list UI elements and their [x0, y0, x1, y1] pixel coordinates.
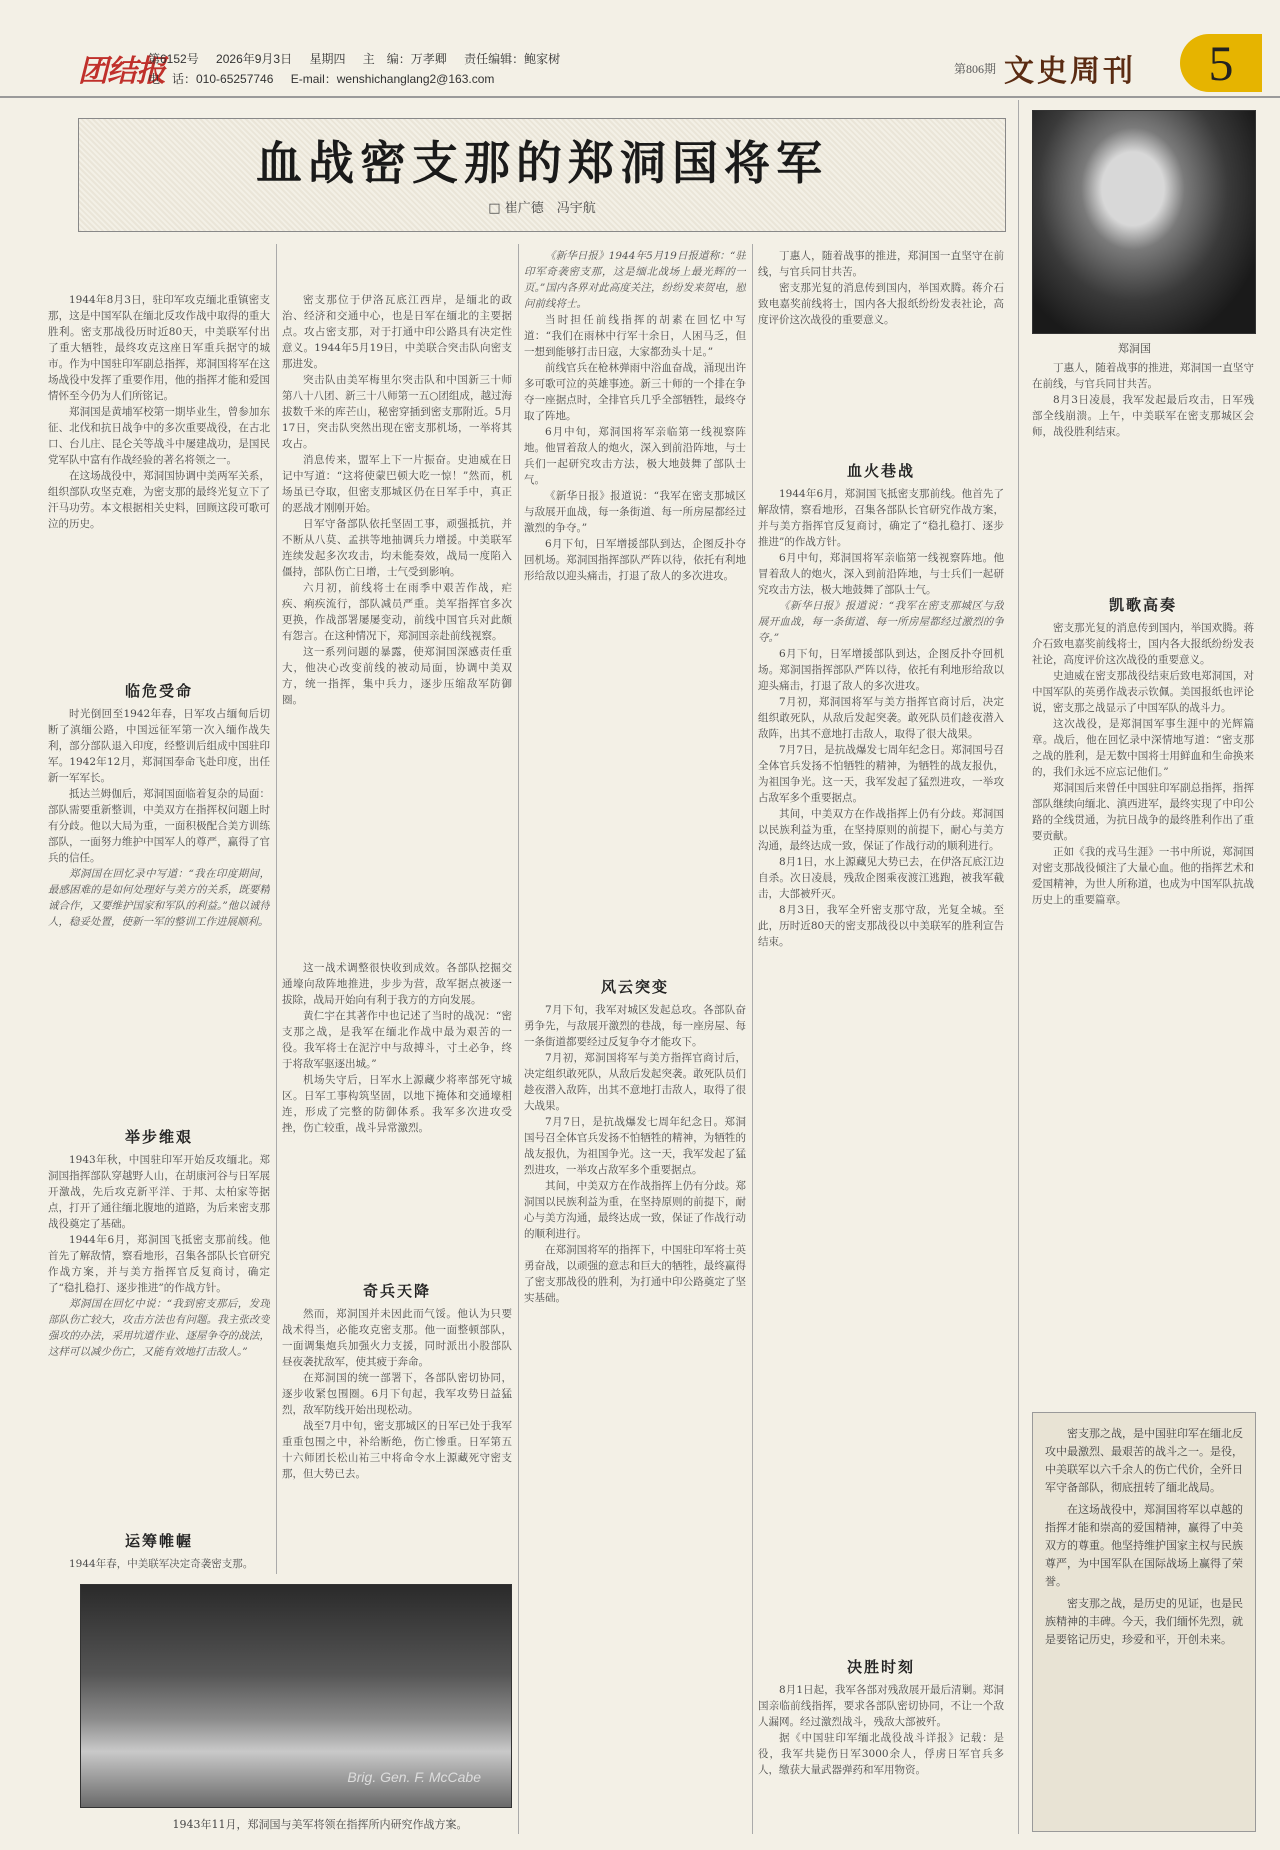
paragraph: 黄仁宇在其著作中也记述了当时的战况：“密支那之战，是我军在缅北作战中最为艰苦的一役。我军将士在泥泞中与敌搏斗，寸土必争，终于将敌军驱逐出城。”: [282, 1010, 512, 1070]
subhead-6: 血火巷战: [846, 462, 915, 480]
weekday: 星期四: [309, 52, 346, 66]
section-title: 文史周刊: [1004, 54, 1136, 89]
column-divider: [1018, 100, 1019, 1834]
article-column-4b: [758, 486, 1004, 1646]
paragraph: 6月中旬，郑洞国将军亲临第一线视察阵地。他冒着敌人的炮火，深入到前沿阵地，与士兵们一起研究攻击方法，极大地鼓舞了部队士气。: [758, 552, 1004, 596]
paragraph: 时光倒回至1942年春，日军攻占缅甸后切断了滇缅公路，中国远征军第一次入缅作战失利，部分部队退入印度，经整训后组成中国驻印军。1942年12月，郑洞国奉命飞赴印度，出任新一军军长。: [48, 708, 270, 784]
article-column-3a: [524, 248, 746, 966]
article-column-5b: [1032, 620, 1254, 1400]
paragraph: 郑洞国是黄埔军校第一期毕业生，曾参加东征、北伐和抗日战争中的多次重要战役，在古北口、台儿庄、昆仑关等战斗中屡建战功，是国民党军队中富有作战经验的著名将领之一。: [48, 406, 270, 466]
paragraph: 8月1日起，我军各部对残敌展开最后清剿。郑洞国亲临前线指挥，要求各部队密切协同，不让一个敌人漏网。经过激烈战斗，残敌大部被歼。: [758, 1684, 1004, 1728]
paragraph: 密支那位于伊洛瓦底江西岸，是缅北的政治、经济和交通中心，也是日军在缅北的主要据点。攻占密支那，对于打通中印公路具有决定性意义。1944年5月19日，中美联合突击队向密支那进发。: [282, 294, 512, 370]
paragraph: 1944年8月3日，驻印军攻克缅北重镇密支那，这是中国军队在缅北反攻作战中取得的重大胜利。密支那战役历时近80天，中美联军付出了重大牺牲，最终攻克这座日军重兵据守的城市。作为中国驻印军副总指挥，郑洞国将军在这场战役中发挥了重要作用，他的指挥才能和爱国情怀至今仍为人们所铭记。: [48, 294, 270, 402]
sidebar-paragraph: 密支那之战，是历史的见证，也是民族精神的丰碑。今天，我们缅怀先烈，就是要铭记历史，珍爱和平，开创未来。: [1045, 1597, 1243, 1646]
article-column-4c: [758, 1682, 1004, 1832]
paragraph: 史迪威在密支那战役结束后致电郑洞国，对中国军队的英勇作战表示钦佩。美国报纸也评论说，密支那之战显示了中国军队的战斗力。: [1032, 670, 1254, 714]
article-column-1c: [48, 1152, 270, 1522]
paragraph: 当时担任前线指挥的胡素在回忆中写道：“我们在雨林中行军十余日，人困马乏，但一想到能够打击日寇，大家都劲头十足。”: [524, 314, 746, 358]
paragraph: 7月7日，是抗战爆发七周年纪念日。郑洞国号召全体官兵发扬不怕牺牲的精神，为牺牲的战友报仇，为祖国争光。这一天，我军发起了猛烈进攻，一举攻占敌军多个重要据点。: [758, 744, 1004, 804]
masthead-meta-line-1: [148, 50, 574, 67]
masthead: [0, 0, 1280, 98]
paragraph: 密支那光复的消息传到国内，举国欢腾。蒋介石致电嘉奖前线将士，国内各大报纸纷纷发表社论，高度评价这次战役的重要意义。: [758, 282, 1004, 326]
chief-editor: 主 编：万孝卿: [362, 52, 447, 66]
article-column-2c: [282, 1306, 512, 1576]
publish-date: 2026年9月3日: [216, 52, 293, 66]
paragraph: 六月初，前线将士在雨季中艰苦作战，疟疾、痢疾流行，部队减员严重。美军指挥官多次更换，作战部署屡屡变动，前线中国官兵对此颇有怨言。在这种情况下，郑洞国亲赴前线视察。: [282, 582, 512, 642]
portrait-image: [1033, 111, 1255, 333]
subhead-3: 运筹帷幄: [124, 1532, 193, 1550]
paragraph: 在这场战役中，郑洞国协调中美两军关系，组织部队攻坚克难，为密支那的最终光复立下了汗马功劳。本文根据相关史料，回顾这段可歌可泣的历史。: [48, 470, 270, 530]
subhead-2: 举步维艰: [124, 1128, 193, 1146]
responsible-editor: 责任编辑：鲍家树: [464, 52, 561, 66]
paragraph: 1944年春，中美联军决定奇袭密支那。: [69, 1558, 254, 1570]
paragraph: 1943年秋，中国驻印军开始反攻缅北。郑洞国指挥部队穿越野人山，在胡康河谷与日军展开激战，先后攻克新平洋、于邦、太柏家等据点，打开了通往缅北腹地的道路，为后来密支那战役奠定了基础。: [48, 1154, 270, 1230]
newspaper-logo: 团结报: [78, 54, 165, 89]
paragraph: 密支那光复的消息传到国内，举国欢腾。蒋介石致电嘉奖前线将士，国内各大报纸纷纷发表社论，高度评价这次战役的重要意义。: [1032, 622, 1254, 666]
group-photo: [80, 1584, 512, 1808]
headline-box: [78, 118, 1006, 232]
paragraph: 丁惠人，随着战事的推进，郑洞国一直坚守在前线，与官兵同甘共苦。: [758, 250, 1004, 278]
subhead-1: 临危受命: [124, 682, 193, 700]
sidebar-text: [1045, 1425, 1243, 1653]
editorial-sidebar: [1032, 1412, 1256, 1832]
article-column-3b: [524, 1002, 746, 1832]
article-column-4a: [758, 248, 1004, 448]
column-divider: [752, 244, 753, 1834]
article-column-5a: [1032, 360, 1254, 582]
article-column-1a: [48, 292, 270, 672]
paragraph: 其间，中美双方在作战指挥上仍有分歧。郑洞国以民族利益为重，在坚持原则的前提下，耐心与美方沟通，最终达成一致，保证了作战行动的顺利进行。: [524, 1180, 746, 1240]
phone-number: 电 话：010-65257746: [148, 72, 274, 86]
paragraph-quote: 《新华日报》报道说：“我军在密支那城区与敌展开血战，每一条街道、每一所房屋都经过激烈的争夺。”: [758, 600, 1004, 644]
paragraph: 7月初，郑洞国将军与美方指挥官商讨后，决定组织敢死队，从敌后发起突袭。敢死队员们趁夜潜入敌阵，出其不意地打击敌人，取得了很大战果。: [758, 696, 1004, 740]
paragraph: 丁惠人，随着战事的推进，郑洞国一直坚守在前线，与官兵同甘共苦。: [1032, 362, 1254, 390]
paragraph: 消息传来，盟军上下一片振奋。史迪威在日记中写道：“这将使蒙巴顿大吃一惊！”然而，机场虽已夺取，但密支那城区仍在日军手中，真正的恶战才刚刚开始。: [282, 454, 512, 514]
paragraph: 突击队由美军梅里尔突击队和中国新三十师第八十八团、新三十八师第一五○团组成，越过海拔数千米的库芒山，秘密穿插到密支那附近。5月17日，突击队突然出现在密支那机场，一举将其攻占。: [282, 374, 512, 450]
paragraph: 然而，郑洞国并未因此而气馁。他认为只要战术得当，必能攻克密支那。他一面整顿部队，一面调集炮兵加强火力支援，同时派出小股部队昼夜袭扰敌军，使其疲于奔命。: [282, 1308, 512, 1368]
paragraph: 8月3日，我军全歼密支那守敌，光复全城。至此，历时近80天的密支那战役以中美联军的胜利宣告结束。: [758, 904, 1004, 948]
paragraph: 前线官兵在枪林弹雨中浴血奋战，涌现出许多可歌可泣的英雄事迹。新三十师的一个排在争夺一座据点时，全排官兵几乎全部牺牲，最终夺取了阵地。: [524, 362, 746, 422]
paragraph: 抵达兰姆伽后，郑洞国面临着复杂的局面：部队需要重新整训，中美双方在指挥权问题上时有分歧。他以大局为重，一面积极配合美方训练部队，一面努力维护中国军人的尊严，赢得了官兵的信任。: [48, 788, 270, 864]
paragraph: 8月3日凌晨，我军发起最后攻击，日军残部全线崩溃。上午，中美联军在密支那城区会师，战役胜利结束。: [1032, 394, 1254, 438]
paragraph: 这一系列问题的暴露，使郑洞国深感责任重大，他决心改变前线的被动局面，协调中美双方，统一指挥，集中兵力，逐步压缩敌军防御圈。: [282, 646, 512, 706]
portrait-photo: [1032, 110, 1256, 334]
subhead-4: 奇兵天降: [362, 1282, 431, 1300]
photo-sign-text: Brig. Gen. F. McCabe: [347, 1769, 481, 1785]
article-column-1d: [48, 1556, 270, 1580]
subhead-7: 决胜时刻: [846, 1658, 915, 1676]
article-byline: □ 崔广德 冯宇航: [488, 201, 596, 216]
paragraph: 在郑洞国的统一部署下，各部队密切协同，逐步收紧包围圈。6月下旬起，我军攻势日益猛烈，敌军防线开始出现松动。: [282, 1372, 512, 1416]
paragraph: 郑洞国后来曾任中国驻印军副总指挥，指挥部队继续向缅北、滇西进军，最终实现了中印公路的全线贯通，为抗日战争的最终胜利作出了重要贡献。: [1032, 782, 1254, 842]
paragraph: 《新华日报》报道说：“我军在密支那城区与敌展开血战，每一条街道、每一所房屋都经过激烈的争夺。”: [524, 490, 746, 534]
paragraph-quote: 郑洞国在回忆中说：“我到密支那后，发现部队伤亡较大，攻击方法也有问题。我主张改变强攻的办法，采用坑道作业、逐屋争夺的战法，这样可以减少伤亡，又能有效地打击敌人。”: [48, 1298, 270, 1358]
email-address: E-mail：wenshichanglang2@163.com: [290, 72, 495, 86]
subhead-8: 凯歌高奏: [1108, 596, 1177, 614]
paragraph: 7月7日，是抗战爆发七周年纪念日。郑洞国号召全体官兵发扬不怕牺牲的精神，为牺牲的战友报仇，为祖国争光。这一天，我军发起了猛烈进攻，一举攻占敌军多个重要据点。: [524, 1116, 746, 1176]
paragraph: 1944年6月，郑洞国飞抵密支那前线。他首先了解敌情，察看地形，召集各部队长官研究作战方案，并与美方指挥官反复商讨，确定了“稳扎稳打、逐步推进”的作战方针。: [48, 1234, 270, 1294]
paragraph: 8月1日，水上源藏见大势已去，在伊洛瓦底江边自杀。次日凌晨，残敌企图乘夜渡江逃跑，被我军截击，大部被歼灭。: [758, 856, 1004, 900]
paragraph: 6月下旬，日军增援部队到达，企图反扑夺回机场。郑洞国指挥部队严阵以待，依托有利地形给敌以迎头痛击，打退了敌人的多次进攻。: [524, 538, 746, 582]
paragraph: 在郑洞国将军的指挥下，中国驻印军将士英勇奋战，以顽强的意志和巨大的牺牲，最终赢得了密支那战役的胜利，为打通中印公路奠定了坚实基础。: [524, 1244, 746, 1304]
masthead-meta-line-2: [148, 70, 508, 87]
paragraph: 6月下旬，日军增援部队到达，企图反扑夺回机场。郑洞国指挥部队严阵以待，依托有利地形给敌以迎头痛击，打退了敌人的多次进攻。: [758, 648, 1004, 692]
column-divider: [276, 244, 277, 1574]
paragraph-quote: 郑洞国在回忆录中写道：“我在印度期间，最感困难的是如何处理好与美方的关系，既要精诚合作，又要维护国家和军队的利益。”他以诚待人，稳妥处置，使新一军的整训工作进展顺利。: [48, 868, 270, 928]
paragraph: 这一战术调整很快收到成效。各部队挖掘交通壕向敌阵地推进，步步为营，敌军据点被逐一拔除，战局开始向有利于我方的方向发展。: [282, 962, 512, 1006]
paragraph: 6月中旬，郑洞国将军亲临第一线视察阵地。他冒着敌人的炮火，深入到前沿阵地，与士兵们一起研究攻击方法，极大地鼓舞了部队士气。: [524, 426, 746, 486]
paragraph: 战至7月中旬，密支那城区的日军已处于我军重重包围之中，补给断绝，伤亡惨重。日军第五十六师团长松山祐三中将命令水上源藏死守密支那，但大势已去。: [282, 1420, 512, 1480]
paragraph: 日军守备部队依托坚固工事，顽强抵抗，并不断从八莫、孟拱等地抽调兵力增援。中美联军连续发起多次攻击，均未能奏效，战局一度陷入僵持，部队伤亡日增，士气受到影响。: [282, 518, 512, 578]
paragraph: 7月下旬，我军对城区发起总攻。各部队奋勇争先，与敌展开激烈的巷战，每一座房屋、每一条街道都要经过反复争夺才能攻下。: [524, 1004, 746, 1048]
article-column-2a: [282, 292, 512, 952]
group-photo-caption: 1943年11月，郑洞国与美军将领在指挥所内研究作战方案。: [172, 1818, 468, 1831]
section-issue-number: 第806期: [954, 62, 997, 76]
sidebar-paragraph: 密支那之战，是中国驻印军在缅北反攻中最激烈、最艰苦的战斗之一。是役，中美联军以六千余人的伤亡代价，全歼日军守备部队，彻底扭转了缅北战局。: [1045, 1427, 1243, 1494]
paragraph: 这次战役，是郑洞国军事生涯中的光辉篇章。战后，他在回忆录中深情地写道：“密支那之战的胜利，是无数中国将士用鲜血和生命换来的，我们永远不应忘记他们。”: [1032, 718, 1254, 778]
paragraph: 其间，中美双方在作战指挥上仍有分歧。郑洞国以民族利益为重，在坚持原则的前提下，耐心与美方沟通，最终达成一致，保证了作战行动的顺利进行。: [758, 808, 1004, 852]
subhead-5: 风云突变: [600, 978, 669, 996]
issue-number: 第6152号: [148, 52, 199, 66]
article-column-1b: [48, 706, 270, 1116]
portrait-caption: 郑洞国: [1118, 342, 1151, 355]
sidebar-paragraph: 在这场战役中，郑洞国将军以卓越的指挥才能和崇高的爱国精神，赢得了中美双方的尊重。他坚持维护国家主权与民族尊严，为中国军队在国际战场上赢得了荣誉。: [1045, 1503, 1243, 1588]
article-column-2b: [282, 960, 512, 1270]
page-number-badge: 5: [1180, 34, 1262, 92]
column-divider: [518, 244, 519, 1834]
paragraph: 据《中国驻印军缅北战役战斗详报》记载：是役，我军共毙伤日军3000余人，俘虏日军官兵多人，缴获大量武器弹药和军用物资。: [758, 1732, 1004, 1776]
paragraph-quote: 《新华日报》1944年5月19日报道称：“驻印军奇袭密支那，这是缅北战场上最光辉的一页。”国内各界对此高度关注，纷纷发来贺电，慰问前线将士。: [524, 250, 746, 310]
paragraph: 机场失守后，日军水上源藏少将率部死守城区。日军工事构筑坚固，以地下掩体和交通壕相连，形成了完整的防御体系。我军多次进攻受挫，伤亡较重，战斗异常激烈。: [282, 1074, 512, 1134]
paragraph: 1944年6月，郑洞国飞抵密支那前线。他首先了解敌情，察看地形，召集各部队长官研究作战方案，并与美方指挥官反复商讨，确定了“稳扎稳打、逐步推进”的作战方针。: [758, 488, 1004, 548]
article-headline: 血战密支那的郑洞国将军: [256, 136, 828, 190]
paragraph: 7月初，郑洞国将军与美方指挥官商讨后，决定组织敢死队，从敌后发起突袭。敢死队员们趁夜潜入敌阵，出其不意地打击敌人，取得了很大战果。: [524, 1052, 746, 1112]
paragraph: 正如《我的戎马生涯》一书中所说，郑洞国对密支那战役倾注了大量心血。他的指挥艺术和爱国精神，为世人所称道，也成为中国军队抗战历史上的重要篇章。: [1032, 846, 1254, 906]
